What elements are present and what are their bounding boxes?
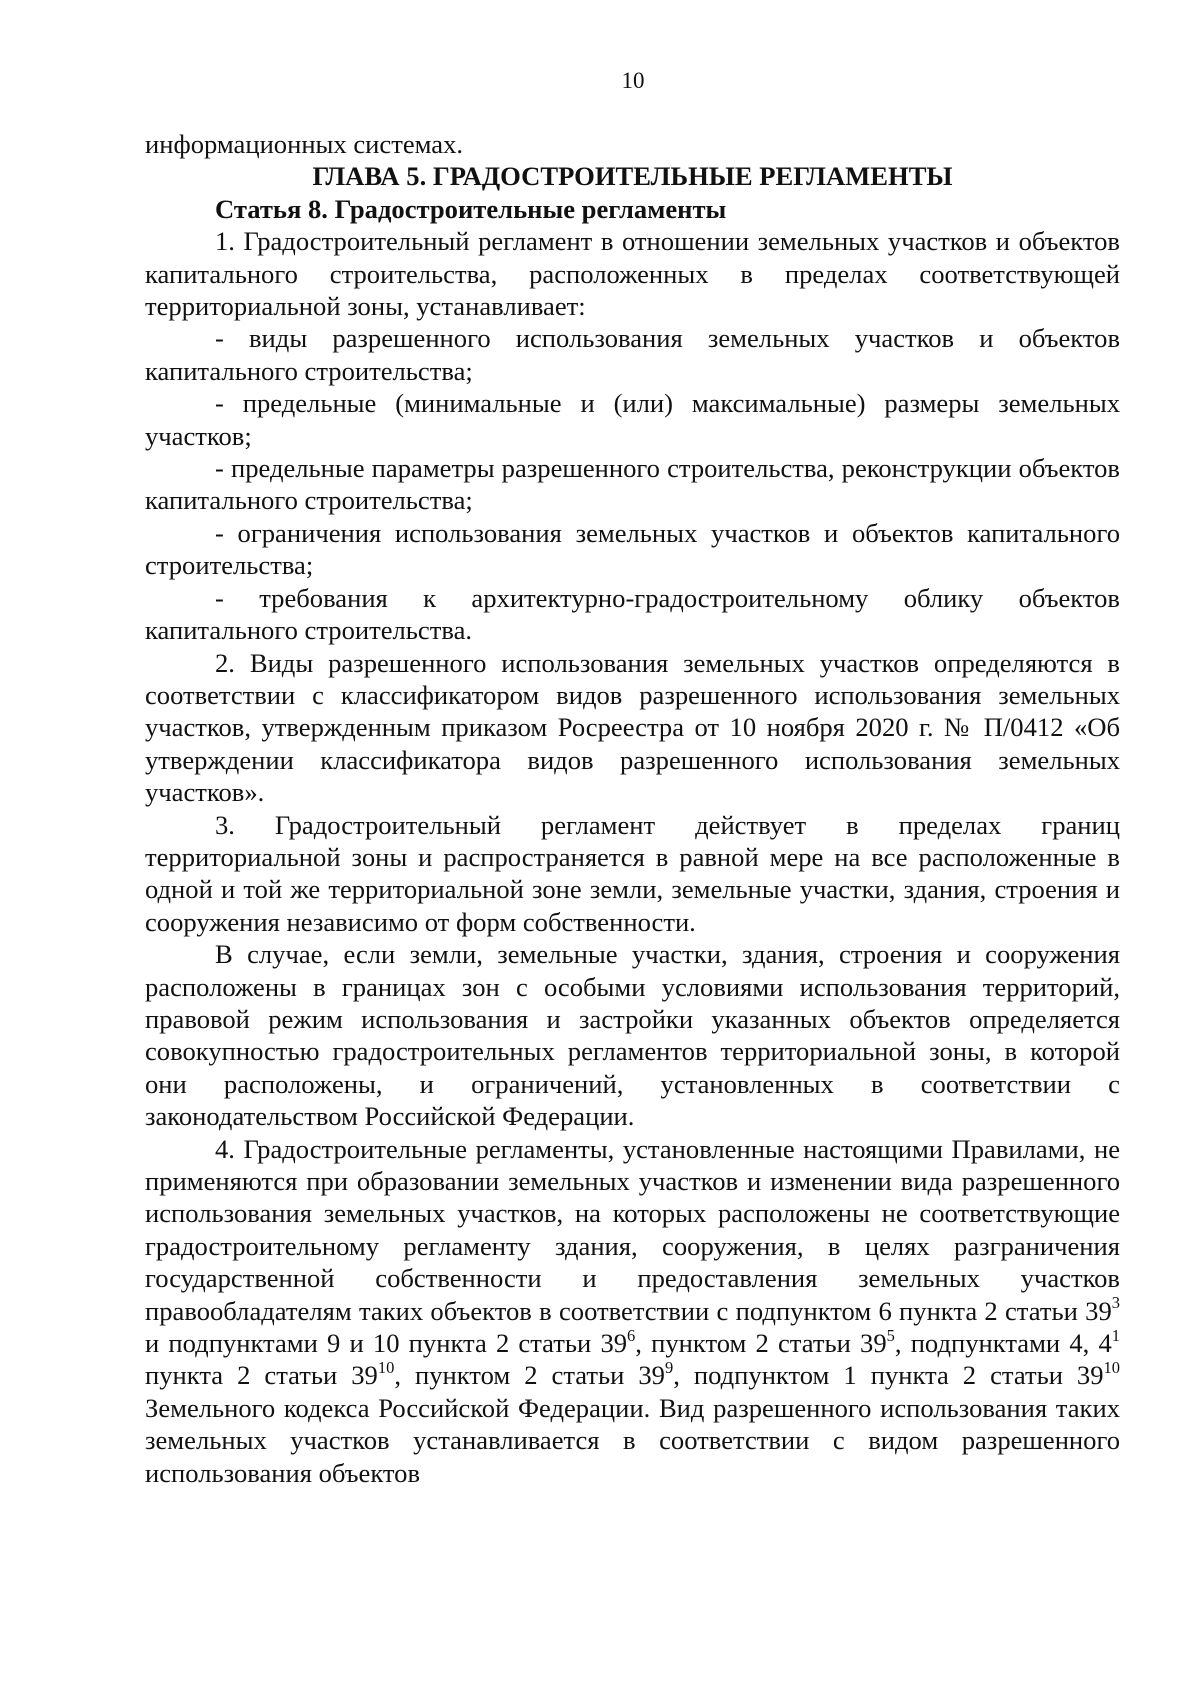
superscript: 1: [1111, 1325, 1120, 1345]
article-title: Статья 8. Градостроительные регламенты: [215, 193, 727, 224]
paragraph-1: 1. Градостроительный регламент в отношении земельных участков и объектов капитального строительства, расположенных в пределах соответствующей территориальной зоны, устанавливает:: [145, 226, 1120, 322]
chapter-title: ГЛАВА 5. ГРАДОСТРОИТЕЛЬНЫЕ РЕГЛАМЕНТЫ: [312, 161, 953, 192]
paragraph-4-text: 4. Градостроительные регламенты, установленные настоящими Правилами, не применяются при образовании земельных участков и изменении вида разрешенного использования земельных участков, на которых расположены не соответствующие градостроительному регламенту здания, сооружения, в целях разграничения государственной собственности и предоставления земельных участков правообладателям таких объектов в соответствии с подпунктом 6 пункта 2 статьи 39: [145, 1133, 1120, 1326]
list-item-permitted-uses: - виды разрешенного использования земельных участков и объектов капитального строительства;: [145, 323, 1120, 386]
superscript: 6: [627, 1325, 636, 1345]
paragraph-4-text: и подпунктами 9 и 10 пункта 2 статьи 39: [145, 1328, 628, 1359]
paragraph-2: 2. Виды разрешенного использования земельных участков определяются в соответствии с классификатором видов разрешенного использования земельных участков, утвержденным приказом Росреестра от 10 ноября 2020 г. № П/0412 «Об утверждении классификатора видов разрешенного использования земельных участков».: [145, 647, 1120, 808]
intro-fragment: информационных системах.: [145, 129, 464, 159]
superscript: 5: [886, 1325, 895, 1345]
list-item-construction-parameters: - предельные параметры разрешенного строительства, реконструкции объектов капитального строительства;: [145, 453, 1120, 516]
paragraph-3: 3. Градостроительный регламент действует в пределах границ территориальной зоны и распространяется в равной мере на все расположенные в одной и той же территориальной зоне земли, земельные участки, здания, строения и сооружения независимо от форм собственности.: [145, 809, 1120, 937]
superscript: 3: [1111, 1293, 1120, 1313]
superscript: 9: [664, 1357, 674, 1377]
paragraph-4-text: пункта 2 статьи 39: [145, 1360, 378, 1391]
superscript: 10: [1103, 1357, 1121, 1377]
paragraph-4: [145, 1133, 1120, 1489]
paragraph-4-text: , пунктом 2 статьи 39: [635, 1328, 887, 1359]
list-item-usage-restrictions: - ограничения использования земельных участков и объектов капитального строительства;: [145, 517, 1120, 581]
superscript: 10: [377, 1357, 395, 1377]
paragraph-4-text: , подпунктами 4, 4: [894, 1328, 1112, 1359]
paragraph-4-text: Земельного кодекса Российской Федерации. Вид разрешенного использования таких земельных участков устанавливается в соответствии с видом разрешенного использования объектов: [145, 1392, 1120, 1488]
list-item-plot-sizes: - предельные (минимальные и (или) максимальные) размеры земельных участков;: [145, 388, 1120, 451]
paragraph-3-continued: В случае, если земли, земельные участки, здания, строения и сооружения расположены в границах зон с особыми условиями использования территорий, правовой режим использования и застройки указанных объектов определяется совокупностью градостроительных регламентов территориальной зоны, в которой они расположены, и ограничений, установленных в соответствии с законодательством Российской Федерации.: [145, 939, 1120, 1132]
document-body: [145, 128, 1120, 1489]
list-item-architectural-requirements: - требования к архитектурно-градостроительному облику объектов капитального строительства.: [145, 582, 1120, 646]
page-number: 10: [621, 68, 645, 93]
paragraph-4-text: , пунктом 2 статьи 39: [394, 1360, 665, 1391]
paragraph-4-text: , подпунктом 1 пункта 2 статьи 39: [673, 1360, 1104, 1391]
